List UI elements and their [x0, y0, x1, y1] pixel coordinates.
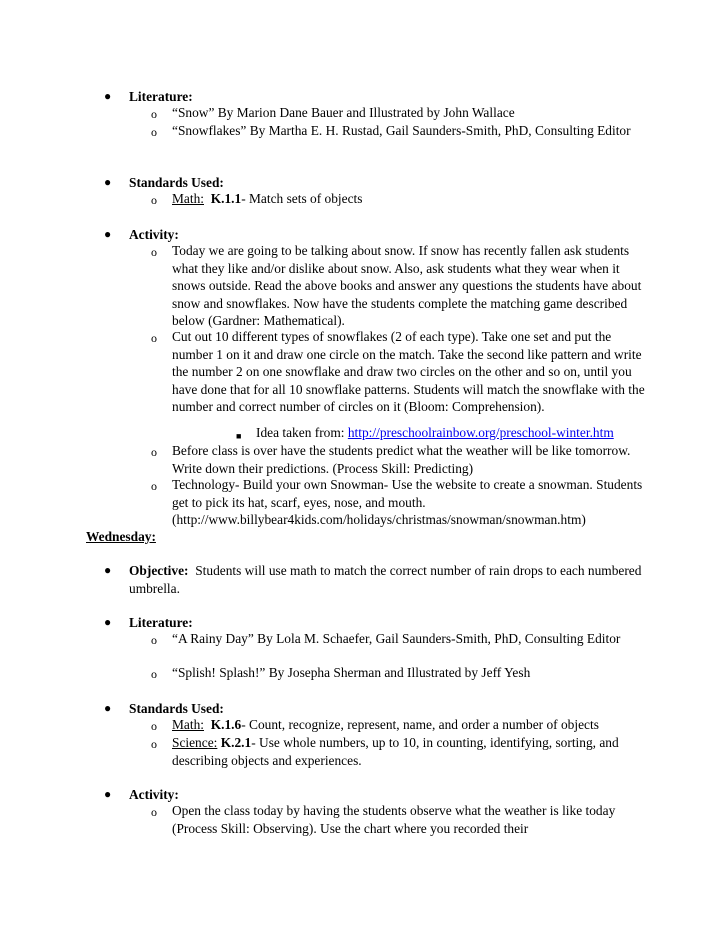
activity-item: Before class is over have the students predict what the weather will be like tomorrow. Write down their predictions. (Process Skill: Predicting) [172, 443, 631, 476]
standard-subject: Science: [172, 735, 218, 750]
literature-item: “A Rainy Day” By Lola M. Schaefer, Gail Saunders-Smith, PhD, Consulting Editor [172, 631, 621, 646]
standards-heading: Standards Used: [129, 175, 224, 190]
literature-item: “Splish! Splash!” By Josepha Sherman and Illustrated by Jeff Yesh [172, 665, 531, 680]
circle-bullet-icon: o [151, 633, 157, 647]
activity-item: Technology- Build your own Snowman- Use the website to create a snowman. Students get to pick its hat, scarf, eyes, nose, and mouth. (http://www.billybear4kids.com/holidays/christmas/snowman/snowman.htm) [172, 477, 643, 528]
standard-text: - Count, recognize, represent, name, and order a number of objects [241, 717, 599, 732]
standard-code: K.1.1 [210, 191, 242, 206]
idea-link[interactable]: http://preschoolrainbow.org/preschool-winter.htm [347, 425, 614, 440]
literature-heading: Literature: [129, 615, 193, 630]
circle-bullet-icon: o [151, 245, 157, 259]
objective-text: Students will use math to match the correct number of rain drops to each numbered umbrella. [129, 563, 642, 596]
circle-bullet-icon: o [151, 193, 157, 207]
bullet-icon: ● [104, 563, 112, 577]
standard-code: K.2.1 [220, 735, 252, 750]
bullet-icon: ● [104, 227, 112, 241]
circle-bullet-icon: o [151, 107, 157, 121]
standard-item [172, 190, 652, 208]
bullet-icon: ● [104, 787, 112, 801]
circle-bullet-icon: o [151, 479, 157, 493]
bullet-icon: ● [104, 89, 112, 103]
bullet-icon: ● [104, 701, 112, 715]
activity-item: Today we are going to be talking about snow. If snow has recently fallen ask students what they like and/or dislike about snow. Also, ask students what they wear when it snows outside. Read the above books and answer any questions the students have about snow and snowflakes. Now have the students complete the matching game described below (Gardner: Mathematical). [172, 243, 642, 329]
idea-prefix: Idea taken from: [256, 425, 348, 440]
circle-bullet-icon: o [151, 737, 157, 751]
objective-heading: Objective: [129, 563, 189, 578]
circle-bullet-icon: o [151, 805, 157, 819]
activity-item: Cut out 10 different types of snowflakes (2 of each type). Take one set and put the number 1 on it and draw one circle on the match. Take the second like pattern and write the number 2 on one snowflake and draw two circles on the other and so on, until you have done that for all 10 snowflake patterns. Students will match the snowflake with the number and correct number of circles on it (Bloom: Comprehension). [172, 329, 645, 415]
activity-heading: Activity: [129, 787, 179, 802]
activity-item: Open the class today by having the students observe what the weather is like today (Process Skill: Observing). Use the chart where you recorded their [172, 803, 616, 836]
idea-source [256, 424, 676, 442]
literature-item: “Snow” By Marion Dane Bauer and Illustrated by John Wallace [172, 105, 515, 120]
circle-bullet-icon: o [151, 331, 157, 345]
objective [129, 562, 649, 597]
activity-heading: Activity: [129, 227, 179, 242]
standard-item [172, 734, 652, 769]
circle-bullet-icon: o [151, 445, 157, 459]
standard-code: K.1.6 [210, 717, 242, 732]
standard-subject: Math: [172, 717, 204, 732]
standard-item [172, 716, 652, 734]
literature-item: “Snowflakes” By Martha E. H. Rustad, Gail Saunders-Smith, PhD, Consulting Editor [172, 123, 631, 138]
standard-text: - Use whole numbers, up to 10, in counting, identifying, sorting, and describing objects and experiences. [172, 735, 619, 768]
circle-bullet-icon: o [151, 125, 157, 139]
standards-heading: Standards Used: [129, 701, 224, 716]
bullet-icon: ● [104, 615, 112, 629]
standard-subject: Math: [172, 191, 204, 206]
literature-heading: Literature: [129, 89, 193, 104]
day-heading: Wednesday: [86, 529, 156, 544]
circle-bullet-icon: o [151, 719, 157, 733]
square-bullet-icon: ■ [236, 431, 242, 441]
bullet-icon: ● [104, 175, 112, 189]
standard-text: - Match sets of objects [241, 191, 363, 206]
circle-bullet-icon: o [151, 667, 157, 681]
